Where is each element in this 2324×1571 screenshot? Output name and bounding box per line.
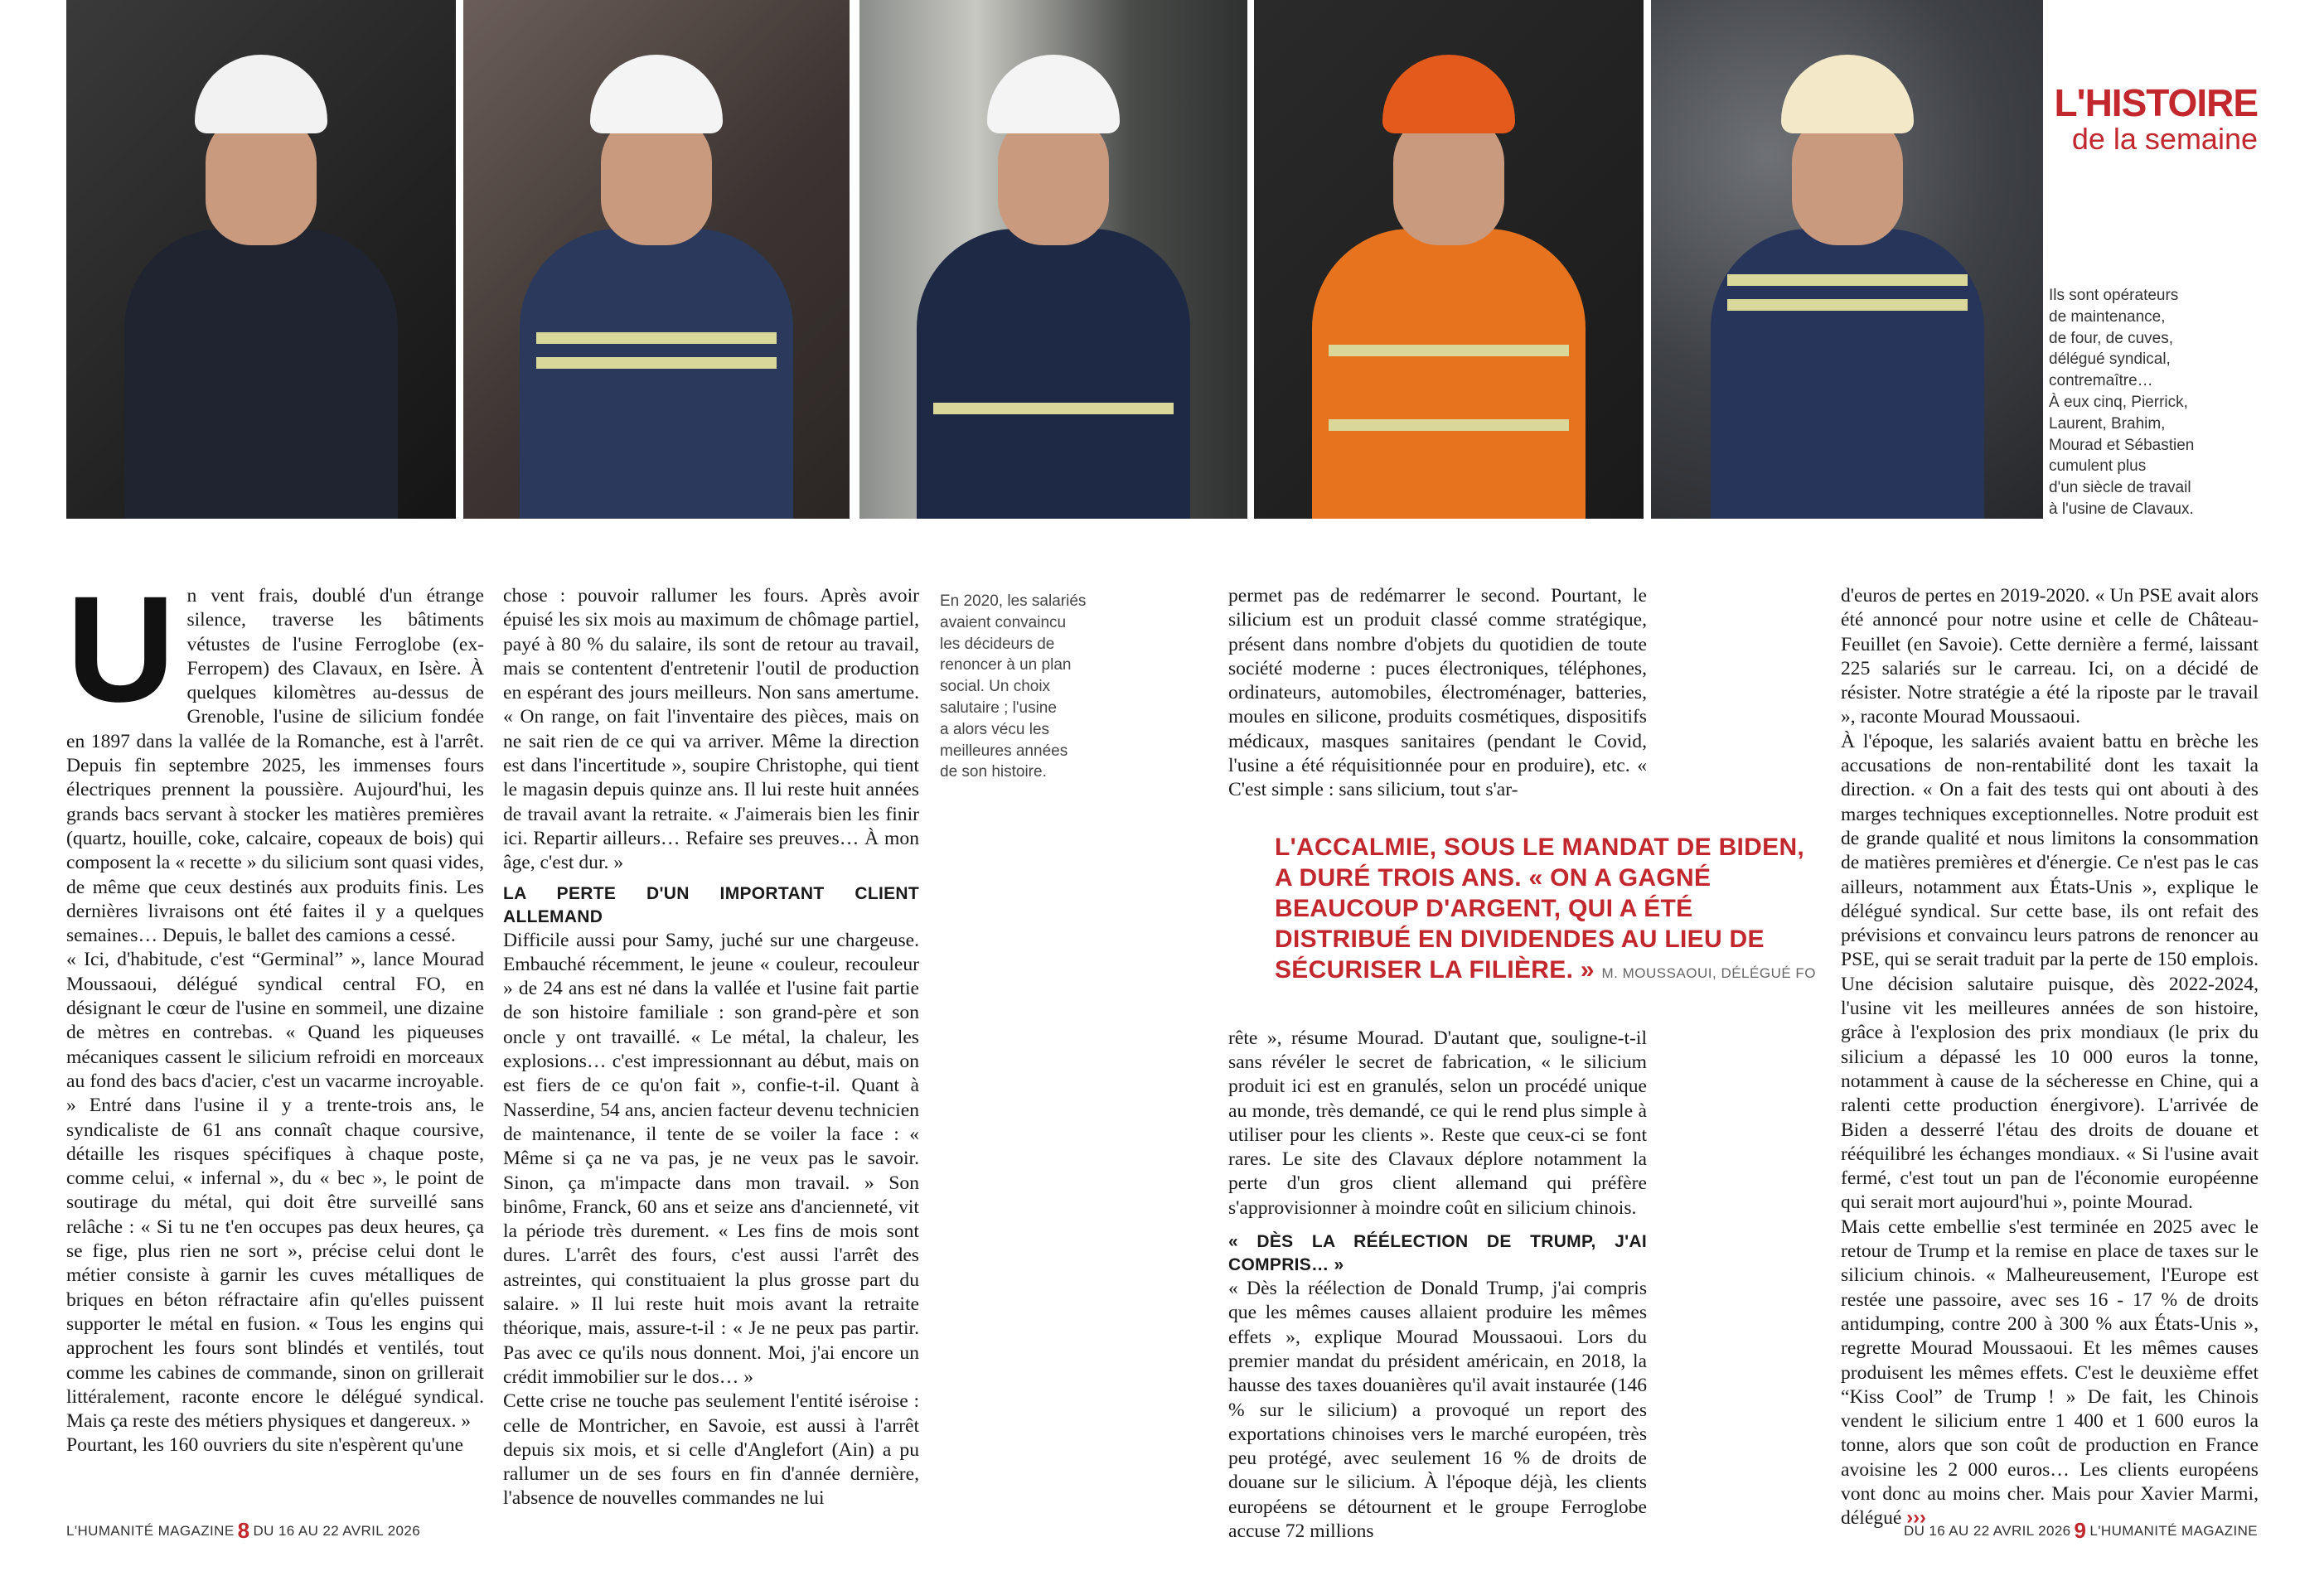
drop-cap: U xyxy=(66,564,176,733)
paragraph-text: Mais cette embellie s'est terminée en 2025 avec le retour de Trump et la remise en place de taxes sur le silicium chinois. « Malheureusement, l'Europe est restée une passoire, avec ses 16 - 17 % de droits antidumping, contre 200 à 300 % aux États-Unis », regrette Mourad Moussaoui. Et les mêmes causes produisent les mêmes effets. C'est le deuxième effet “Kiss Cool” de Trump ! » De fait, les Chinois vendent le silicium entre 1 400 et 1 600 euros la tonne, alors que son coût de production en France avoisine les 2 000 euros… Les clients européens vont donc au moins cher. Mais pour Xavier Marmi, délégué xyxy=(1841,1216,2259,1530)
footer-brand: L'HUMANITÉ MAGAZINE xyxy=(2089,1523,2258,1539)
subheading: LA PERTE D'UN IMPORTANT CLIENT ALLEMAND xyxy=(503,883,919,926)
paragraph: permet pas de redémarrer le second. Pourtant, le silicium est un produit classé comme stratégique, présent dans nombre d'objets du quotidien de toute société moderne : puces électroniques, téléphones, ordinateurs, automobiles, électroménager, batteries, moules en silicone, produits cosmétiques, dispositifs médicaux, masques sanitaires (pendant le Covid, l'usine a été réquisitionnée pour en produire), etc. « C'est simple : sans silicium, tout s'ar- xyxy=(1228,585,1647,801)
portrait-pierrick xyxy=(66,0,456,519)
paragraph: Difficile aussi pour Samy, juché sur une chargeuse. Embauché récemment, le jeune « couleur, recouleur » de 24 ans est né dans la vallée et l'usine fait partie de son histoire familiale : son grand-père et son oncle y ont travaillé. « Le métal, la chaleur, les explosions… c'est impressionnant au début, mais on est fiers de ce qu'on fait », confie-t-il. Quant à Nasserdine, 54 ans, ancien facteur devenu technicien de maintenance, il tente de se voiler la face : « Même si ça ne va pas, je ne veux pas le savoir. Sinon, ça m'impacte dans mon travail. » Son binôme, Franck, 60 ans et seize ans d'ancienneté, vit la période très durement. « Les fins de mois sont dures. L'arrêt des fours, c'est aussi l'arrêt des astreintes, qui constituaient la plus grosse part du salaire. » Il lui reste huit mois avant la retraite théorique, mais, assure-t-il : « Je ne peux pas partir. Pas avec ce qu'ils nous donnent. Moi, j'ai encore un crédit immobilier sur le dos… » xyxy=(503,929,919,1388)
pull-quote-text: L'ACCALMIE, SOUS LE MANDAT DE BIDEN, A DURÉ TROIS ANS. « ON A GAGNÉ BEAUCOUP D'ARGENT, QUI A ÉTÉ DISTRIBUÉ EN DIVIDENDES AU LIEU DE SÉCURISER LA FILIÈRE. » xyxy=(1275,834,1805,984)
portrait-laurent xyxy=(463,0,850,519)
footer-left xyxy=(66,1518,420,1544)
paragraph: Pourtant, les 160 ouvriers du site n'espèrent qu'une xyxy=(66,1434,463,1457)
section-title-main: L'HISTOIRE xyxy=(2054,81,2258,124)
pull-quote-attribution: M. MOUSSAOUI, DÉLÉGUÉ FO xyxy=(1601,965,1817,981)
section-title xyxy=(2055,83,2258,156)
page-number: 9 xyxy=(2074,1518,2087,1543)
footer-right xyxy=(1904,1518,2258,1544)
portrait-sebastien xyxy=(1651,0,2043,519)
section-title-sub: de la semaine xyxy=(2071,122,2258,156)
pull-quote xyxy=(1275,832,1822,989)
subheading: « DÈS LA RÉÉLECTION DE TRUMP, J'AI COMPRIS… » xyxy=(1228,1232,1647,1275)
article-column-4 xyxy=(1841,584,2259,1531)
paragraph: n vent frais, doublé d'un étrange silence, traverse les bâtiments vétustes de l'usine Ferroglobe (ex-Ferropem) des Clavaux, en Isère. À quelques kilomètres au-dessus de Grenoble, l'usine de silicium fondée en 1897 dans la vallée de la Romanche, est à l'arrêt. Depuis fin septembre 2025, les immenses fours électriques prennent la poussière. Aujourd'hui, les grands bacs servant à stocker les matières premières (quartz, houille, coke, calcaire, copeaux de bois) qui composent la « recette » du silicium sont quasi vides, de même que ceux destinés aux produits finis. Les dernières livraisons ont été faites il y a quelques semaines… Depuis, le ballet des camions a cessé. xyxy=(66,585,484,947)
paragraph: chose : pouvoir rallumer les fours. Après avoir épuisé les six mois au maximum de chômage partiel, payé à 80 % du salaire, ils sont de retour au travail, mais se contentent d'entretenir l'outil de production en espérant des jours meilleurs. Non sans amertume. « On range, on fait l'inventaire des pièces, mais on ne sait rien de ce qui va arriver. Même la direction est dans l'incertitude », soupire Christophe, qui tient le magasin depuis quinze ans. Il lui reste huit années de travail avant la retraite. « J'aimerais bien les finir ici. Repartir ailleurs… Refaire ses preuves… À mon âge, c'est dur. » xyxy=(503,585,919,874)
paragraph: « Dès la réélection de Donald Trump, j'ai compris que les mêmes causes allaient produire les mêmes effets », explique Mourad Moussaoui. Lors du premier mandat du président américain, en 2018, la hausse des taxes douanières qu'il avait instaurée (146 % sur le silicium) a provoqué un report des exportations chinoises vers le marché européen, très peu protégé, avec seulement 16 % de droits de douane sur le silicium. À l'époque déjà, les clients européens se détournent et le groupe Ferroglobe accuse 72 millions xyxy=(1228,1278,1647,1543)
page-number: 8 xyxy=(237,1518,250,1543)
continue-arrow-icon: ››› xyxy=(1906,1507,1926,1530)
article-column-2 xyxy=(503,584,919,1511)
footer-brand: L'HUMANITÉ MAGAZINE xyxy=(66,1523,235,1539)
portrait-brahim xyxy=(859,0,1247,519)
paragraph: d'euros de pertes en 2019-2020. « Un PSE avait alors été annoncé pour notre usine et celle de Château-Feuillet (en Savoie). Cette dernière a fermé, laissant 225 salariés sur le carreau. Ici, on a décidé de résister. Notre stratégie a été la riposte par le travail », raconte Mourad Moussaoui. xyxy=(1841,585,2259,728)
footer-dates: DU 16 AU 22 AVRIL 2026 xyxy=(1903,1523,2071,1539)
paragraph: À l'époque, les salariés avaient battu en brèche les accusations de non-rentabilité dont les taxait la direction. « On a fait des tests qui ont abouti à des marges techniques exceptionnelles. Notre produit est de grande qualité et nous limitons la consommation de matières premières et d'énergie. Ce n'est pas le cas ailleurs, notamment aux États-Unis », explique le délégué syndical. Sur cette base, ils ont refait des prévisions et convaincu leurs patrons de renoncer au PSE, qui se serait traduit par la perte de 150 emplois. Une décision salutaire puisque, dès 2022-2024, l'usine vit les meilleures années de son histoire, grâce à l'explosion des prix mondiaux (le prix du silicium a dépassé les 10 000 euros la tonne, notamment à cause de la sécheresse en Chine, qui a ralenti cette production énergivore). L'arrivée de Biden a desserré l'étau des droits de douane et rééquilibré les échanges mondiaux. « Si l'usine avait fermé, c'est tout un pan de l'économie européenne qui serait mort aujourd'hui », pointe Mourad. xyxy=(1841,730,2259,1214)
side-caption: En 2020, les salariés avaient convaincu les décideurs de renoncer à un plan social. Un choix salutaire ; l'usine a alors vécu les meilleures années de son histoire. xyxy=(940,592,1087,781)
photo-caption: Ils sont opérateurs de maintenance, de four, de cuves, délégué syndical, contremaître… À eux cinq, Pierrick, Laurent, Brahim, Mourad et Sébastien cumulent plus d'un siècle de travail à l'usine de Clavaux. xyxy=(2049,287,2195,518)
paragraph xyxy=(1841,1216,2259,1531)
paragraph: « Ici, d'habitude, c'est “Germinal” », lance Mourad Moussaoui, délégué syndical central FO, en désignant le cœur de l'usine en sommeil, une dizaine de mètres en contrebas. « Quand les piqueuses mécaniques cassent le silicium refroidi en morceaux au fond des bacs d'acier, c'est un vacarme incroyable. » Entré dans l'usine il y a trente-trois ans, le syndicaliste de 61 ans connaît chaque coursive, détaille les risques spécifiques à chaque poste, comme celui, « infernal », du « bec », le point de soutirage du métal, qui doit être surveillé sans relâche : « Si tu ne t'en occupes pas deux heures, ça se fige, plus rien ne sort », précise celui dont le métier consiste à garnir les cuves métalliques de briques en béton réfractaire afin qu'elles puissent supporter le métal en fusion. « Tous les engins qui approchent les fours sont blindés et ventilés, tout comme les cabines de commande, sinon on grillerait littéralement, raconte encore le délégué syndical. Mais ça reste des métiers physiques et dangereux. » xyxy=(66,949,484,1433)
footer-dates: DU 16 AU 22 AVRIL 2026 xyxy=(253,1523,421,1539)
paragraph: rête », résume Mourad. D'autant que, souligne-t-il sans révéler le secret de fabrication, « le silicium produit ici est en granulés, selon un procédé unique au monde, très demandé, ce qui le rend plus simple à utiliser pour les clients ». Reste que ceux-ci se font rares. Le site des Clavaux déplore notamment la perte d'un gros client allemand qui préfère s'approvisionner à moindre coût en silicium chinois. xyxy=(1228,1027,1647,1219)
paragraph: Cette crise ne touche pas seulement l'entité iséroise : celle de Montricher, en Savoie, est aussi à l'arrêt depuis six mois, et si celle d'Anglefort (Ain) a pu rallumer un de ses fours en fin d'année dernière, l'absence de nouvelles commandes ne lui xyxy=(503,1390,919,1510)
article-column-3 xyxy=(1228,584,1647,1544)
portrait-mourad xyxy=(1254,0,1644,519)
article-column-1 xyxy=(66,564,484,1458)
